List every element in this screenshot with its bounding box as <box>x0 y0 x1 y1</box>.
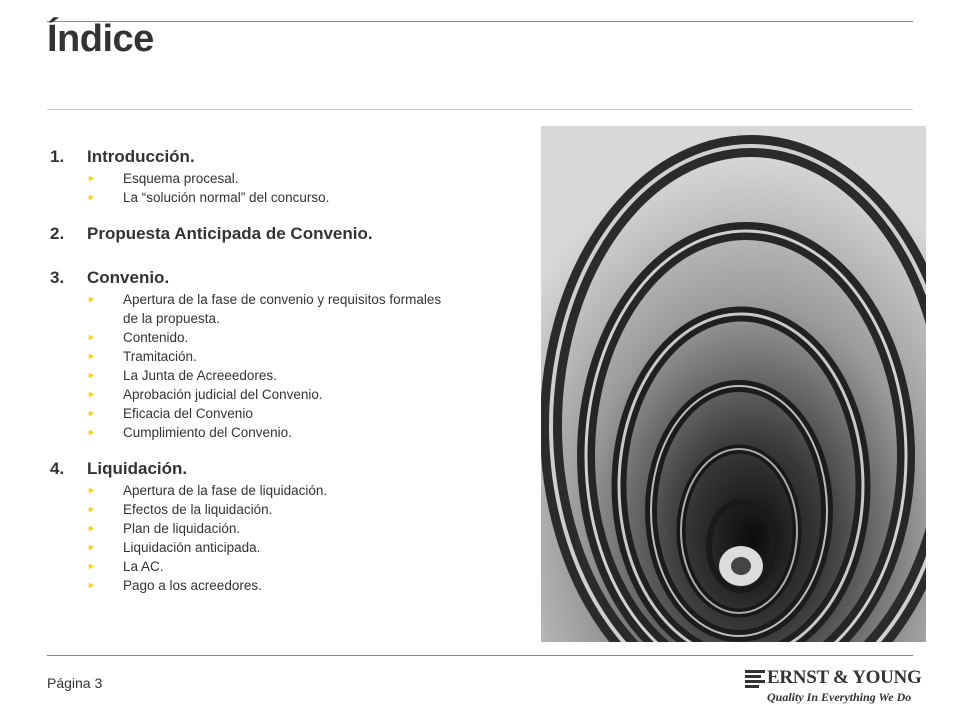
section-title: Liquidación. <box>87 459 188 478</box>
list-item <box>50 557 490 576</box>
title-underline <box>47 109 913 110</box>
arrow-bullet-icon: ► <box>87 351 96 361</box>
index-list <box>50 146 490 611</box>
list-item <box>50 500 490 519</box>
arrow-bullet-icon: ► <box>87 580 96 590</box>
bottom-rule <box>47 655 913 656</box>
section-heading <box>50 267 490 289</box>
top-rule <box>47 21 913 22</box>
arrow-bullet-icon: ► <box>87 370 96 380</box>
page-number: Página 3 <box>47 675 103 691</box>
logo-name: ERNST & YOUNG <box>767 667 922 688</box>
list-item <box>50 576 490 595</box>
logo-mark-icon <box>745 670 765 688</box>
logo-tagline: Quality In Everything We Do <box>767 690 912 704</box>
arrow-bullet-icon: ► <box>87 192 96 202</box>
list-item-text: Aprobación judicial del Convenio. <box>123 387 323 402</box>
arrow-bullet-icon: ► <box>87 389 96 399</box>
arrow-bullet-icon: ► <box>87 523 96 533</box>
list-item-text: La “solución normal” del concurso. <box>123 190 330 205</box>
list-item-text: Plan de liquidación. <box>123 521 241 536</box>
subitem-list <box>50 290 490 442</box>
list-item <box>50 519 490 538</box>
list-item-text: Contenido. <box>123 330 189 345</box>
list-item-text: Apertura de la fase de liquidación. <box>123 483 328 498</box>
index-section <box>50 267 490 442</box>
list-item <box>50 404 490 423</box>
list-item-text: Pago a los acreedores. <box>123 578 262 593</box>
section-title: Propuesta Anticipada de Convenio. <box>87 224 373 243</box>
arrow-bullet-icon: ► <box>87 294 96 304</box>
subitem-list <box>50 481 490 595</box>
section-title: Convenio. <box>87 268 170 287</box>
list-item <box>50 290 490 328</box>
section-heading <box>50 458 490 480</box>
ernst-young-logo <box>745 667 922 708</box>
list-item <box>50 347 490 366</box>
spiral-staircase-photo <box>541 126 926 642</box>
index-section <box>50 458 490 595</box>
list-item <box>50 423 490 442</box>
list-item-text: Apertura de la fase de convenio y requisitos formales de la propuesta. <box>123 292 442 326</box>
list-item-text: La Junta de Acreeedores. <box>123 368 277 383</box>
section-heading <box>50 146 490 168</box>
arrow-bullet-icon: ► <box>87 485 96 495</box>
section-number: 1. <box>50 147 65 166</box>
index-section <box>50 146 490 207</box>
section-number: 2. <box>50 224 65 243</box>
list-item-text: Cumplimiento del Convenio. <box>123 425 292 440</box>
section-heading <box>50 223 490 245</box>
spiral-staircase-image <box>541 126 926 642</box>
arrow-bullet-icon: ► <box>87 332 96 342</box>
list-item <box>50 481 490 500</box>
list-item-text: Tramitación. <box>123 349 197 364</box>
page-title: Índice <box>47 18 154 60</box>
section-number: 4. <box>50 459 65 478</box>
list-item <box>50 169 490 188</box>
section-number: 3. <box>50 268 65 287</box>
arrow-bullet-icon: ► <box>87 173 96 183</box>
list-item <box>50 385 490 404</box>
list-item <box>50 538 490 557</box>
list-item-text: Efectos de la liquidación. <box>123 502 273 517</box>
arrow-bullet-icon: ► <box>87 504 96 514</box>
list-item-text: Eficacia del Convenio <box>123 406 253 421</box>
arrow-bullet-icon: ► <box>87 561 96 571</box>
index-section <box>50 223 490 245</box>
subitem-list <box>50 169 490 207</box>
arrow-bullet-icon: ► <box>87 408 96 418</box>
list-item <box>50 366 490 385</box>
section-title: Introducción. <box>87 147 195 166</box>
arrow-bullet-icon: ► <box>87 427 96 437</box>
list-item-text: Liquidación anticipada. <box>123 540 261 555</box>
list-item-text: La AC. <box>123 559 164 574</box>
list-item-text: Esquema procesal. <box>123 171 239 186</box>
arrow-bullet-icon: ► <box>87 542 96 552</box>
list-item <box>50 328 490 347</box>
list-item <box>50 188 490 207</box>
